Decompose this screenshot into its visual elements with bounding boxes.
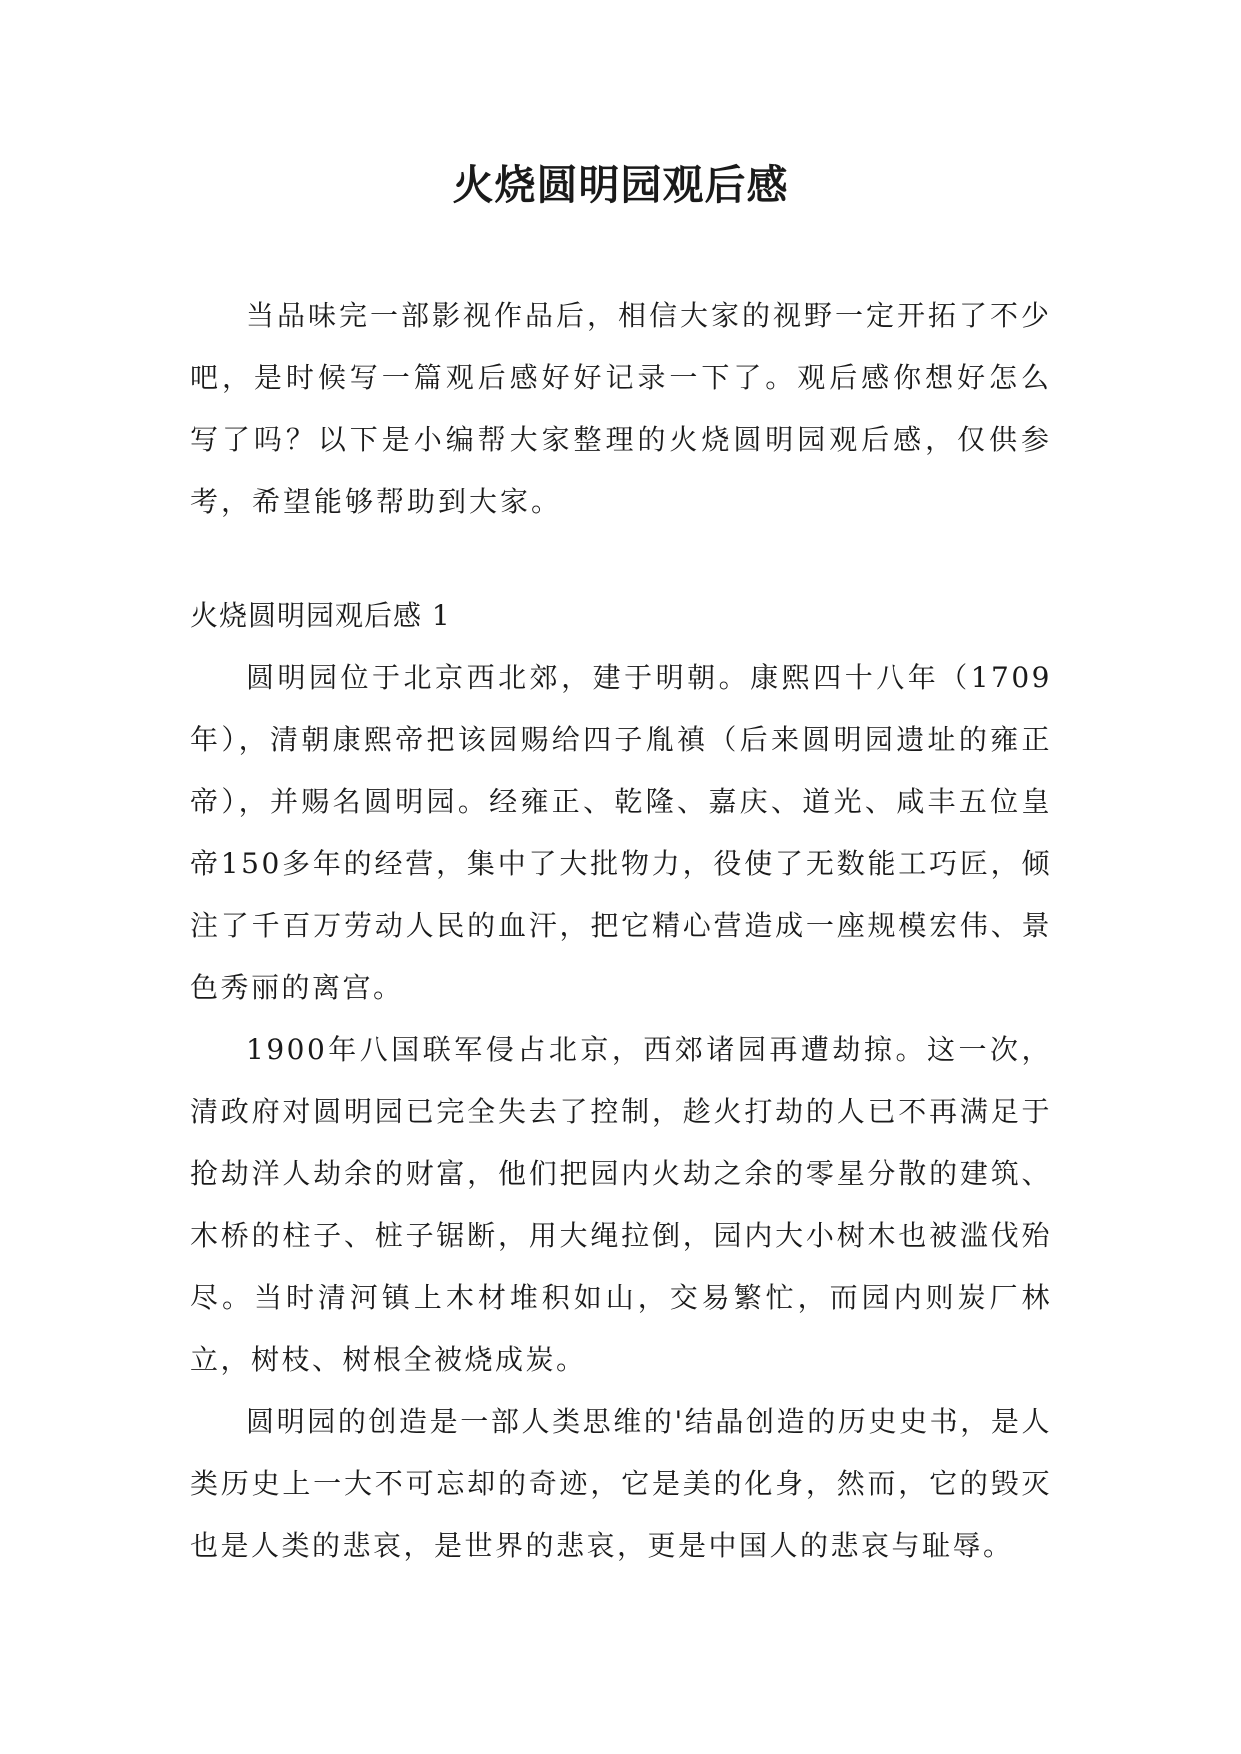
document-title: 火烧圆明园观后感 xyxy=(452,161,789,209)
body-paragraph-1: 圆明园位于北京西北郊，建于明朝。康熙四十八年（1709年），清朝康熙帝把该园赐给四子胤禛（后来圆明园遗址的雍正帝），并赐名圆明园。经雍正、乾隆、嘉庆、道光、咸丰五位皇帝150多年的经营，集中了大批物力，役使了无数能工巧匠，倾注了千百万劳动人民的血汗，把它精心营造成一座规模宏伟、景色秀丽的离宫。 xyxy=(190,661,1052,1004)
intro-paragraph: 当品味完一部影视作品后，相信大家的视野一定开拓了不少吧，是时候写一篇观后感好好记录一下了。观后感你想好怎么写了吗？以下是小编帮大家整理的火烧圆明园观后感，仅供参考，希望能够帮助到大家。 xyxy=(190,299,1053,518)
body-paragraph-2: 1900年八国联军侵占北京，西郊诸园再遭劫掠。这一次，清政府对圆明园已完全失去了控制，趁火打劫的人已不再满足于抢劫洋人劫余的财富，他们把园内火劫之余的零星分散的建筑、木桥的柱子、桩子锯断，用大绳拉倒，园内大小树木也被滥伐殆尽。当时清河镇上木材堆积如山，交易繁忙，而园内则炭厂林立，树枝、树根全被烧成炭。 xyxy=(190,1033,1052,1376)
section-heading: 火烧圆明园观后感 1 xyxy=(190,599,451,632)
body-paragraph-3: 圆明园的创造是一部人类思维的'结晶创造的历史史书，是人类历史上一大不可忘却的奇迹，它是美的化身，然而，它的毁灭也是人类的悲哀，是世界的悲哀，更是中国人的悲哀与耻辱。 xyxy=(190,1405,1052,1562)
document-body xyxy=(190,285,1052,1577)
